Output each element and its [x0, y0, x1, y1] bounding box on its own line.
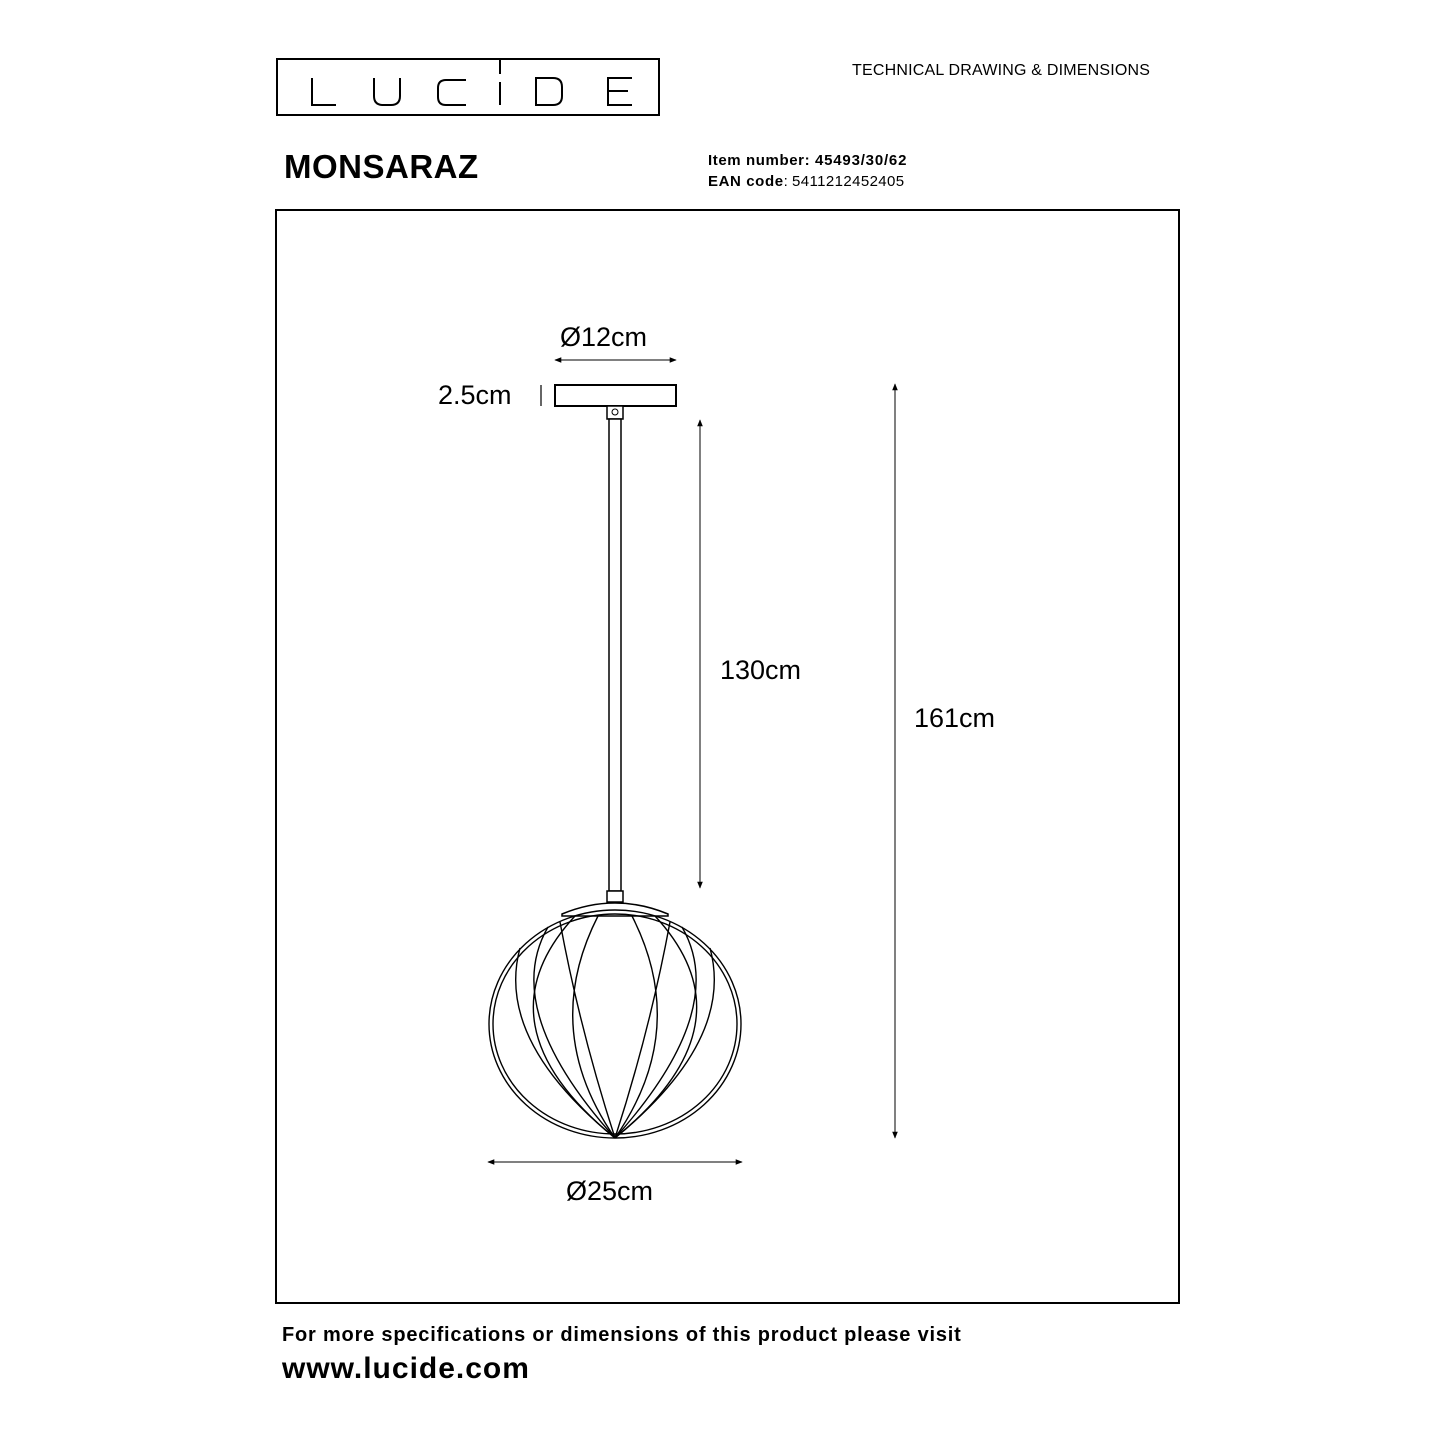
total-height-label: 161cm: [914, 703, 996, 733]
ribbed-globe-shade: [489, 910, 741, 1138]
document-title: TECHNICAL DRAWING & DIMENSIONS: [852, 62, 1151, 79]
canopy-connector: [607, 406, 623, 419]
rod-length-label: 130cm: [720, 655, 802, 685]
globe-fitting: [607, 891, 623, 902]
ean-value: 5411212452405: [792, 173, 905, 190]
ceiling-canopy: [555, 385, 676, 406]
footer-text: For more specifications or dimensions of this product please visit: [282, 1324, 962, 1346]
item-number-row: Item number: 45493/30/62: [708, 152, 908, 169]
footer-url[interactable]: www.lucide.com: [282, 1352, 530, 1385]
product-name: MONSARAZ: [284, 148, 479, 185]
suspension-rod: [609, 419, 621, 891]
canopy-height-label: 2.5cm: [438, 380, 512, 410]
item-number-value: 45493/30/62: [815, 152, 908, 169]
globe-diameter-label: Ø25cm: [566, 1176, 654, 1206]
ean-row: EAN code: 5411212452405: [708, 173, 905, 190]
canopy-diameter-label: Ø12cm: [560, 322, 648, 352]
ean-label: EAN code: [708, 173, 784, 190]
item-number-label: Item number: [708, 152, 805, 169]
